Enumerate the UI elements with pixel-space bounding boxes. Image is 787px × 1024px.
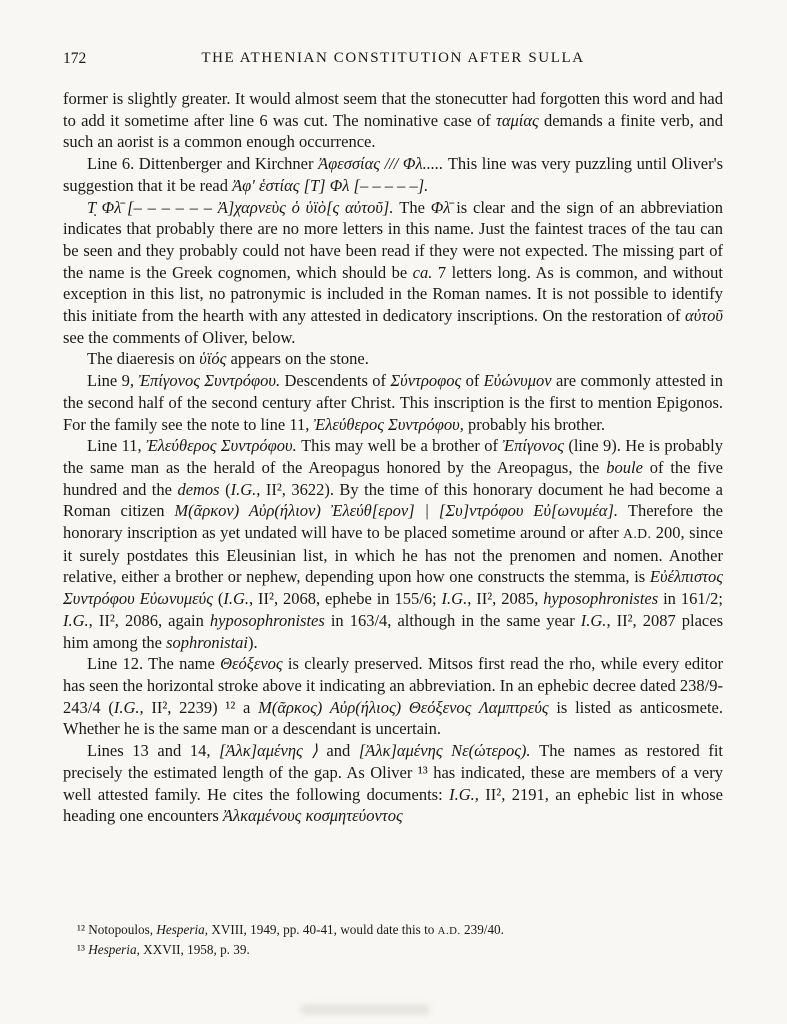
text-run: A.D. — [623, 526, 652, 542]
paragraph — [63, 153, 723, 196]
footnote — [63, 921, 723, 941]
paragraph — [63, 370, 723, 435]
text-run: former is slightly greater. It would almost seem that the stonecutter had forgotten this word and had to add it sometime after line 6 was cut. The nominative case of — [63, 89, 723, 130]
text-run: Therefore the honorary inscription as yet undated will have to be placed sometime around or after — [63, 501, 723, 543]
text-run: ¹³ — [77, 941, 89, 957]
scan-artifact — [300, 1004, 430, 1015]
text-run: The diaeresis on — [87, 349, 200, 369]
text-run: ( — [219, 479, 231, 499]
text-run: is clearly preserved. Mitsos first read the rho, while every editor has seen the horizontal stroke above it indicating an abbreviation. In an ephebic decree dated 238/9-243/4 ( — [63, 654, 723, 717]
text-run: I.G. — [580, 610, 607, 630]
text-run: Ἐπίγονος Συντρόφου. — [138, 371, 281, 391]
footnote — [63, 941, 723, 959]
text-run: Ἐλεύθερος Συντρόφου. — [146, 436, 297, 456]
paragraph — [63, 197, 723, 349]
text-run: , II², 2085, — [467, 589, 544, 609]
text-run: Ἐλεύθερος Συντρόφου, — [313, 414, 464, 434]
text-run: The — [393, 197, 431, 217]
text-run: I.G. — [63, 610, 89, 630]
text-run: Line 9, — [87, 371, 139, 391]
text-run: Hesperia — [88, 941, 137, 957]
text-run: and — [317, 741, 359, 761]
text-run: Σύντροφος — [390, 371, 462, 391]
text-run: 239/40. — [460, 922, 504, 937]
footnotes — [63, 921, 723, 958]
text-run: 7 letters long. As is common, and without exception in this list, no patronymic is included in the Roman names. It is not possible to identify this initiate from the hearth with any attested in dedicatory inscriptions. On the restoration of — [63, 262, 723, 326]
text-run: This line was very puzzling until Oliver's suggestion that it be read — [63, 154, 724, 195]
text-run: hyposophronistes — [543, 589, 659, 609]
text-run: appears on the stone. — [226, 349, 369, 369]
text-run: are commonly attested in the second half of the second century after Christ. This inscription is the first to mention Epigonos. For the family see the note to line 11, — [63, 371, 723, 434]
text-run: is listed as anticosmete. Whether he is the same man or a descendant is uncertain. — [63, 697, 723, 739]
text-run: I.G. — [230, 479, 257, 499]
text-run: αὐτοῦ — [685, 306, 723, 326]
text-run: ). — [248, 632, 258, 652]
text-run: , II², 2191, an ephebic list in whose heading one encounters — [63, 784, 724, 826]
text-run: Line 6. Dittenberger and Kirchner — [87, 154, 319, 174]
text-run: in 161/2; — [658, 589, 723, 609]
text-run: , II², 3622). By the time of this honorary document he had become a Roman citizen — [63, 479, 723, 521]
text-run: hyposophronistes — [209, 610, 325, 630]
paragraph — [63, 435, 723, 653]
text-run: ὑϊός — [199, 349, 227, 369]
paragraph — [63, 88, 723, 153]
text-run: in 163/4, although in the same year — [324, 610, 581, 630]
text-run: boule — [606, 457, 643, 477]
text-run: Μ(ᾶρκος) Αὐρ(ήλιος) Θεόξενος Λαμπτρεύς — [258, 697, 549, 717]
text-run: Τ̣ Φλ̄ [– – – – – – Ἀ]χαρνεὺς ὁ ὑϊὸ[ς αὐτοῦ]. — [87, 197, 394, 217]
text-run: ταμίας — [495, 110, 539, 130]
text-run: Ἀφεσσίας /// Φλ..... — [318, 154, 444, 174]
text-run: , XXVII, 1958, p. 39. — [136, 941, 250, 957]
paragraph — [63, 653, 723, 740]
text-run: [Ἀλκ]αμένης Νε(ώτερος). — [358, 741, 531, 761]
text-run: Descendents of — [280, 371, 391, 391]
text-run: Ἀφ' ἑστίας [Τ] Φλ [– – – – –]. — [232, 175, 429, 195]
text-run: 200, since it surely postdates this Eleusinian list, in which he has not the prenomen and nomen. Another relative, either a brother or nephew, depending upon how one constructs the stemma, is — [63, 523, 723, 587]
text-run: probably his brother. — [463, 414, 606, 434]
text-run: I.G. — [441, 589, 468, 609]
text-run: , II², 2068, ephebe in 155/6; — [249, 589, 442, 609]
text-run: Εὐώνυμον — [483, 371, 552, 391]
text-run: , II², 2239) ¹² a — [139, 697, 259, 717]
text-run: Ἐπίγονος — [502, 436, 564, 456]
text-run: Lines 13 and 14, — [87, 741, 220, 761]
text-run: , II², 2086, again — [88, 610, 210, 630]
text-run: I.G. — [449, 784, 475, 804]
text-run: of — [461, 371, 484, 391]
text-run: , XVIII, 1949, pp. 40-41, would date this to — [204, 922, 438, 937]
page-number: 172 — [63, 50, 87, 67]
text-run: Line 11, — [87, 436, 147, 456]
text-run: I.G. — [223, 589, 249, 609]
text-run: Line 12. The name — [87, 654, 221, 674]
running-title: THE ATHENIAN CONSTITUTION AFTER SULLA — [201, 50, 585, 66]
text-run: Εὐέλπιστος Συντρόφου Εὐωνυμεύς — [63, 567, 723, 609]
body-text — [63, 88, 723, 827]
text-run: demands a finite verb, and such an aorist is a common enough occurrence. — [63, 110, 723, 152]
text-run: ¹² Notopoulos, — [77, 922, 157, 937]
text-run: A.D. — [437, 925, 461, 937]
text-run: see the comments of Oliver, below. — [63, 327, 296, 347]
text-run: (line 9). He is probably the same man as the herald of the Areopagus honored by the Areopagus, the — [63, 436, 723, 477]
text-run: Hesperia — [156, 922, 205, 937]
text-run: , II², 2087 places him among the — [63, 610, 723, 652]
text-run: of the five hundred and the — [63, 457, 723, 499]
text-run: Θεόξενος — [220, 654, 283, 674]
text-run: sophronistai — [166, 632, 249, 652]
paragraph — [63, 740, 723, 827]
text-run: Ἀλκαμένους κοσμητεύοντος — [222, 806, 403, 826]
paragraph — [63, 348, 723, 370]
text-run: I.G. — [113, 697, 140, 717]
text-run: This may well be a brother of — [296, 436, 503, 456]
text-run: is clear and the sign of an abbreviation indicates that probably there are no more letters in this name. Just the faintest traces of the tau can be seen and they probably could not have been read if they were not expected. The missing part of the name is the Greek cognomen, which should be — [63, 197, 723, 282]
text-run: ( — [212, 589, 224, 609]
text-run: demos — [177, 479, 220, 499]
page-header — [63, 50, 723, 70]
text-run: Μ(ᾶρκον) Αὐρ(ήλιον) Ἐλεύθ[ερον] | [Συ]ντρόφου Εὐ[ωνυμέα]. — [174, 501, 619, 521]
text-run: Φλ̄ — [430, 197, 451, 217]
text-run: ca. — [412, 262, 433, 282]
text-run: [Ἀλκ]αμένης ⟩ — [219, 741, 318, 761]
text-run: The names as restored fit precisely the estimated length of the gap. As Oliver ¹³ has indicated, these are members of a very well attested family. He cites the following documents: — [63, 741, 724, 804]
